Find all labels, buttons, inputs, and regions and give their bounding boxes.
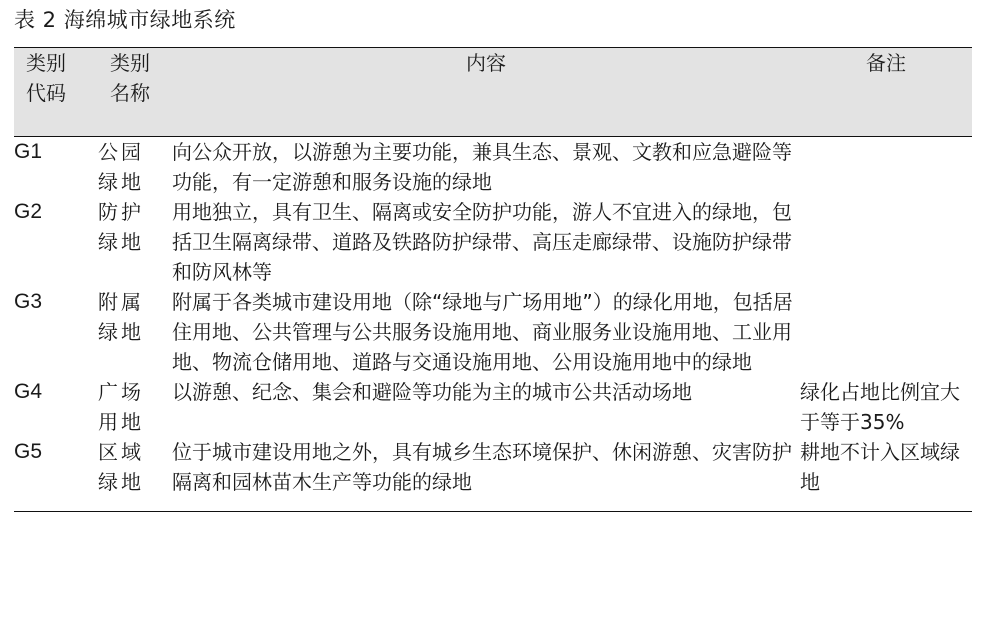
row-name: 区域 绿地	[98, 437, 172, 512]
row-code: G1	[14, 140, 43, 163]
row-code: G2	[14, 200, 43, 223]
table-row	[14, 377, 972, 437]
table-row	[14, 197, 972, 287]
table-row	[14, 437, 972, 512]
row-content: 附属于各类城市建设用地（除“绿地与广场用地”）的绿化用地，包括居住用地、公共管理与公共服务设施用地、商业服务业设施用地、工业用地、物流仓储用地、道路与交通设施用地、公用设施用地中的绿地	[172, 290, 793, 374]
row-code: G5	[14, 437, 98, 512]
header-code-text: 类别 代码	[26, 51, 66, 105]
header-content: 内容	[172, 48, 800, 137]
header-name	[98, 48, 172, 137]
row-note	[800, 287, 972, 377]
table-row	[14, 287, 972, 377]
row-content: 向公众开放，以游憩为主要功能，兼具生态、景观、文教和应急避险等功能，有一定游憩和服务设施的绿地	[172, 140, 792, 194]
row-name: 附属 绿地	[98, 290, 144, 344]
row-note	[800, 137, 972, 198]
header-note: 备注	[800, 48, 972, 137]
row-code: G3	[14, 290, 43, 313]
table-caption: 表 2 海绵城市绿地系统	[14, 8, 236, 32]
row-note: 绿化占地比例宜大于等于35%	[800, 380, 960, 434]
row-code: G4	[14, 380, 43, 403]
row-name: 广场 用地	[98, 380, 144, 434]
green-space-table	[14, 47, 972, 512]
table-header-row	[14, 48, 972, 137]
row-note	[800, 197, 972, 287]
header-name-text: 类别 名称	[110, 51, 150, 105]
row-content: 位于城市建设用地之外，具有城乡生态环境保护、休闲游憩、灾害防护隔离和园林苗木生产等功能的绿地	[172, 437, 800, 512]
row-note: 耕地不计入区域绿地	[800, 437, 972, 512]
table-row	[14, 137, 972, 198]
row-content: 用地独立，具有卫生、隔离或安全防护功能，游人不宜进入的绿地，包括卫生隔离绿带、道路及铁路防护绿带、高压走廊绿带、设施防护绿带和防风林等	[172, 200, 792, 284]
row-name: 防护 绿地	[98, 200, 144, 254]
header-code	[14, 48, 98, 137]
row-content: 以游憩、纪念、集会和避险等功能为主的城市公共活动场地	[172, 380, 692, 404]
row-name: 公园 绿地	[98, 140, 144, 194]
